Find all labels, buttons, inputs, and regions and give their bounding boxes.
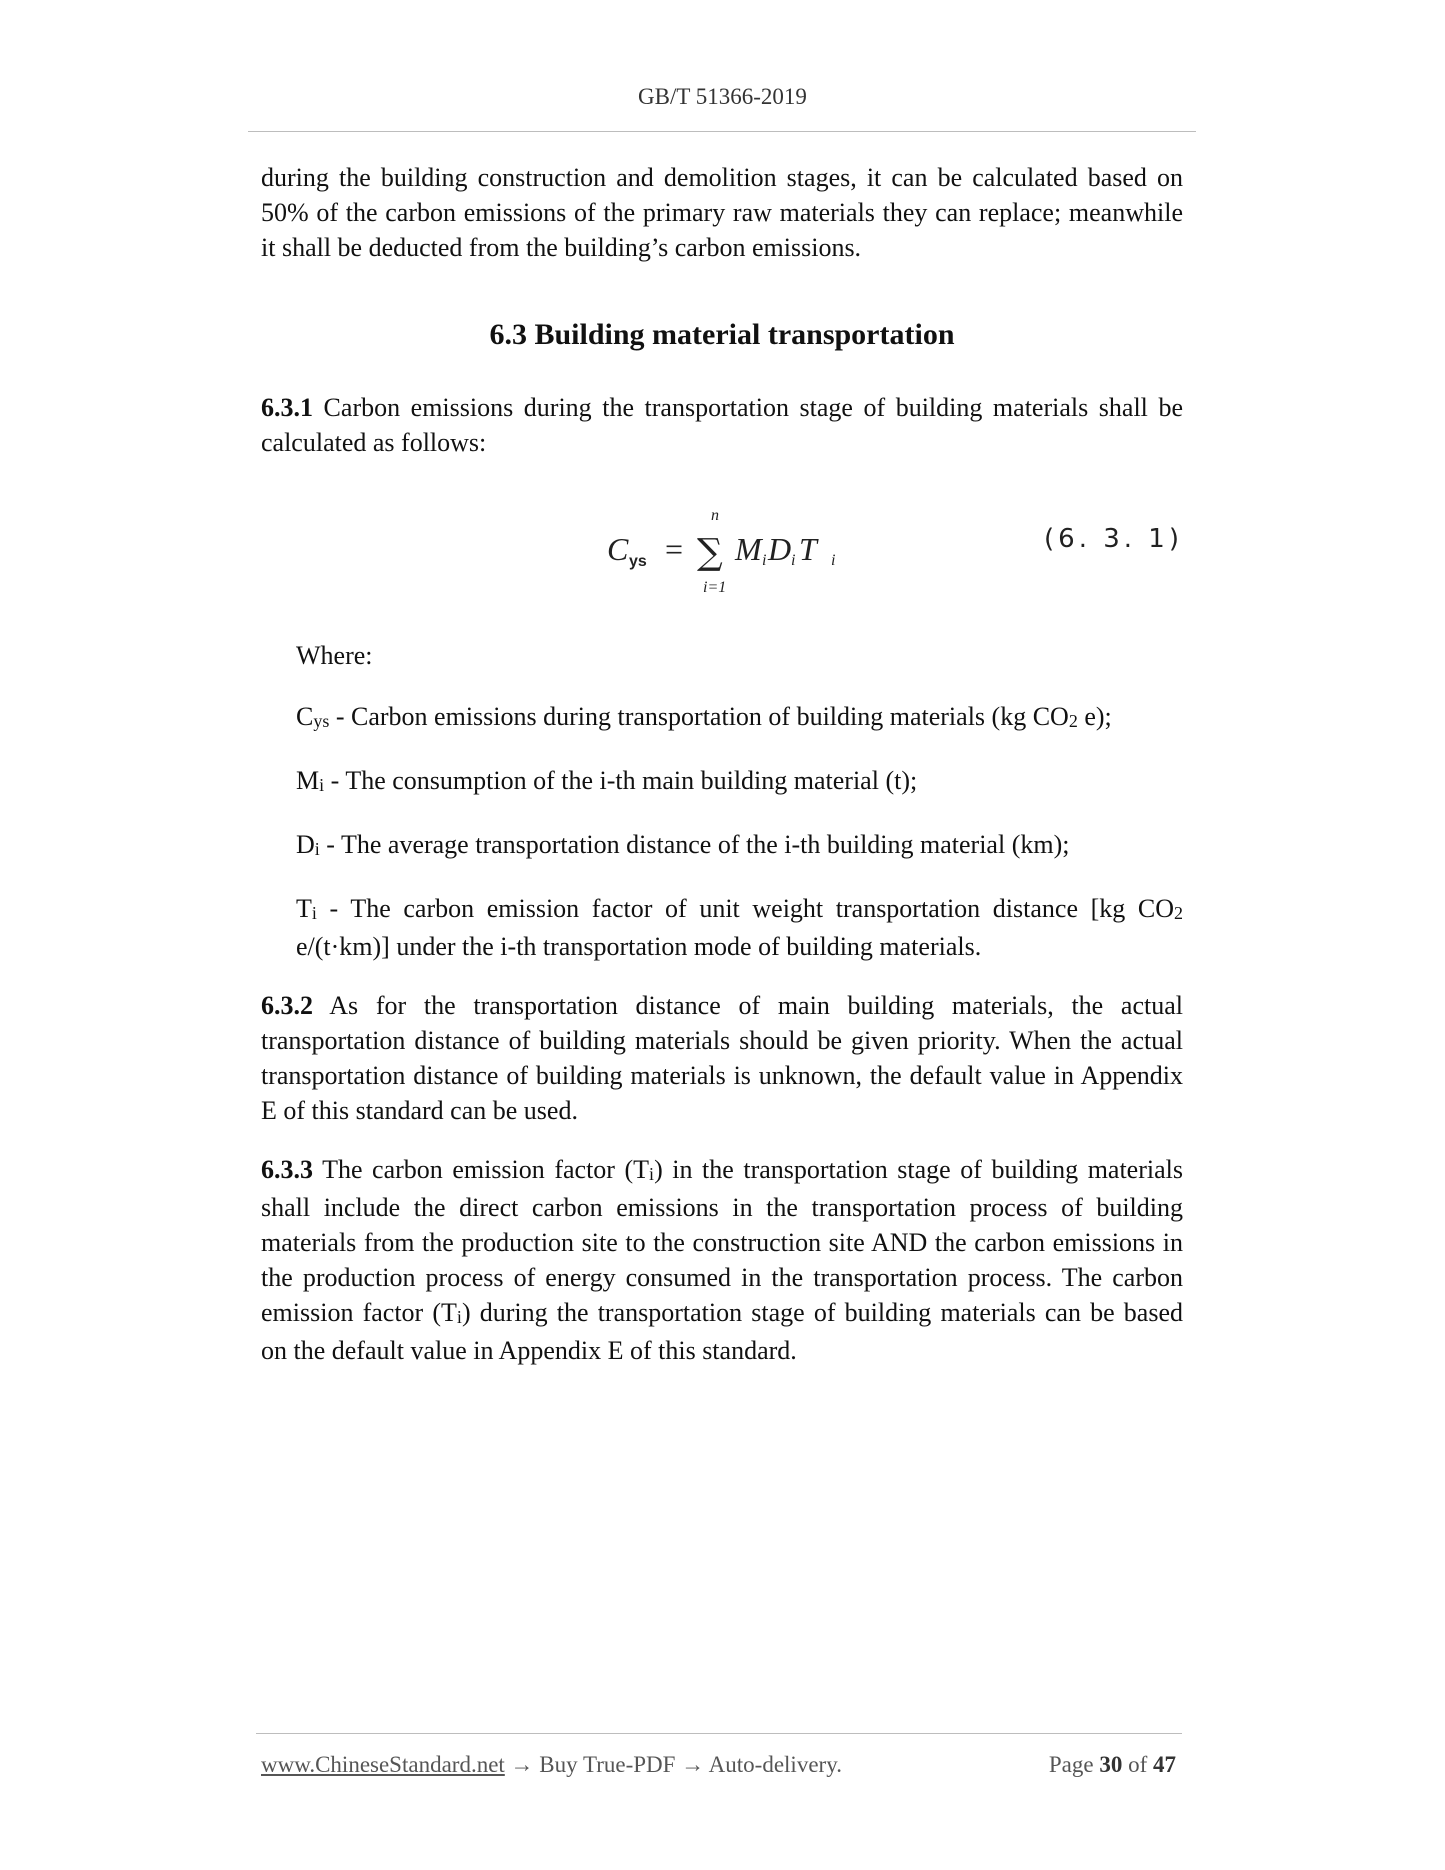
formula-sum-lower: i=1 bbox=[703, 579, 727, 596]
footer-website-link[interactable]: www.ChineseStandard.net bbox=[261, 1752, 505, 1777]
where-label: Where: bbox=[296, 641, 373, 670]
definition-text: - The carbon emission factor of unit weight transportation distance [kg CO bbox=[316, 894, 1174, 923]
formula-lhs-symbol: C bbox=[607, 531, 629, 567]
clause-text: Carbon emissions during the transportation stage of building materials shall be calculated as follows: bbox=[261, 393, 1183, 457]
definition-text-end: e); bbox=[1077, 702, 1112, 731]
clause-text: The carbon emission factor (T bbox=[313, 1155, 650, 1184]
formula-lhs-subscript: ys bbox=[629, 553, 647, 570]
definition-symbol: D bbox=[296, 830, 315, 859]
footer-buy-text: Buy True-PDF bbox=[539, 1752, 676, 1777]
equation-number: (6. 3. 1) bbox=[1044, 524, 1183, 554]
page-of: of bbox=[1128, 1752, 1148, 1777]
definition-symbol: M bbox=[296, 766, 320, 795]
definition-text: - The consumption of the i-th main building material (t); bbox=[324, 766, 918, 795]
page-current: 30 bbox=[1099, 1752, 1123, 1777]
clause-6-3-3 bbox=[261, 1152, 1183, 1368]
definition-text: - Carbon emissions during transportation of building materials (kg CO bbox=[329, 702, 1069, 731]
clause-text: ) during the transportation stage of building materials can be based on the default value in Appendix E of this standard. bbox=[261, 1298, 1184, 1365]
page-label: Page bbox=[1048, 1752, 1094, 1777]
header-divider bbox=[248, 131, 1196, 132]
intro-paragraph: during the building construction and demolition stages, it can be calculated based on 50% of the carbon emissions of the primary raw materials they can replace; meanwhile it shall be deducted from the building’s carbon emissions. bbox=[261, 163, 1183, 262]
clause-text: As for the transportation distance of main building materials, the actual transportation distance of building materials should be given priority. When the actual transportation distance of building materials is unknown, the default value in Appendix E of this standard can be used. bbox=[261, 991, 1183, 1125]
definition-symbol: T bbox=[296, 894, 312, 923]
footer-divider bbox=[256, 1733, 1182, 1734]
section-heading: 6.3 Building material transportation bbox=[489, 318, 955, 351]
clause-text: ) in the transportation stage of building materials shall include the direct carbon emissions in the transportation process of building materials from the production site to the construction site AND the carbon emissions in the production process of energy consumed in the transportation process. The carbon emission factor (T bbox=[261, 1155, 1183, 1327]
definition-mi bbox=[296, 763, 1183, 801]
definition-subscript: i bbox=[311, 903, 317, 923]
clause-number: 6.3.2 bbox=[261, 991, 313, 1020]
formula-block bbox=[261, 500, 1183, 610]
definition-text-subscript: 2 bbox=[1068, 711, 1078, 731]
formula-sum-upper: n bbox=[711, 507, 719, 524]
formula-term-m: M bbox=[735, 531, 762, 567]
definition-ti bbox=[296, 891, 1183, 964]
clause-6-3-1 bbox=[261, 390, 1183, 460]
page-body bbox=[261, 160, 1183, 1368]
footer-arrow: → bbox=[675, 1752, 709, 1777]
formula-term-d-sub: i bbox=[791, 552, 796, 569]
formula-term-t: T bbox=[799, 531, 817, 567]
definition-text-subscript: 2 bbox=[1174, 903, 1183, 923]
page-total: 47 bbox=[1153, 1752, 1176, 1777]
definition-subscript: i bbox=[314, 839, 320, 859]
formula-term-m-sub: i bbox=[762, 552, 767, 569]
footer-arrow: → bbox=[504, 1752, 540, 1777]
definition-di bbox=[296, 827, 1183, 865]
formula-equals: = bbox=[665, 531, 684, 567]
clause-subscript: i bbox=[649, 1164, 655, 1184]
definition-symbol: C bbox=[296, 702, 314, 731]
footer-delivery-text: Auto-delivery. bbox=[708, 1752, 842, 1777]
page-header-title: GB/T 51366-2019 bbox=[638, 84, 807, 109]
formula-term-t-sub: i bbox=[831, 552, 836, 569]
footer-promo bbox=[261, 1752, 842, 1778]
formula-6-3-1 bbox=[601, 500, 881, 610]
definition-cys bbox=[296, 699, 1183, 737]
definition-subscript: i bbox=[319, 775, 325, 795]
clause-subscript: i bbox=[456, 1307, 462, 1327]
clause-number: 6.3.3 bbox=[261, 1155, 313, 1184]
clause-6-3-2 bbox=[261, 988, 1183, 1128]
definition-subscript: ys bbox=[313, 711, 330, 731]
definition-text-end: e/(t·km)] under the i-th transportation mode of building materials. bbox=[296, 932, 982, 961]
page-number bbox=[1049, 1752, 1176, 1778]
clause-number: 6.3.1 bbox=[261, 393, 313, 422]
formula-sum-symbol: ∑ bbox=[697, 532, 723, 573]
definition-text: - The average transportation distance of the i-th building material (km); bbox=[319, 830, 1070, 859]
formula-term-d: D bbox=[768, 531, 792, 567]
